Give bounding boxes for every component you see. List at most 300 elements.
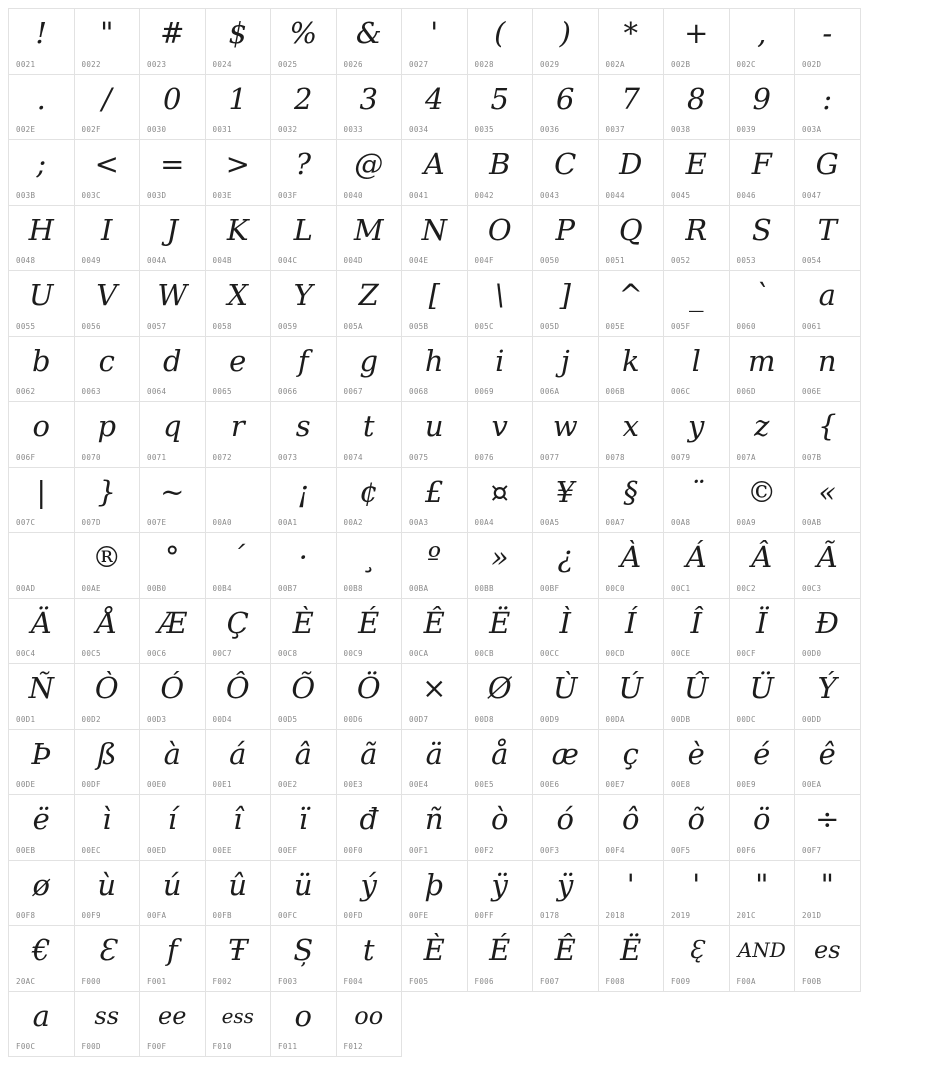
glyph-cell[interactable] [795,861,861,927]
glyph-cell[interactable] [9,468,75,534]
grid-filler [402,992,468,1058]
glyph-cell[interactable] [599,926,665,992]
glyph-cell[interactable] [206,468,272,534]
glyph-cell[interactable] [533,337,599,403]
glyph-cell[interactable] [75,664,141,730]
glyph-unicode-code: 006D [736,387,756,396]
glyph-character: ú [162,867,182,902]
glyph-cell[interactable] [730,271,796,337]
glyph-cell[interactable] [140,75,206,141]
glyph-character: ) [559,16,571,50]
glyph-cell[interactable] [140,664,206,730]
glyph-cell[interactable] [468,926,534,992]
glyph-cell[interactable] [206,75,272,141]
glyph-cell[interactable] [9,926,75,992]
glyph-cell[interactable] [468,402,534,468]
glyph-cell[interactable] [75,992,141,1058]
glyph-cell[interactable] [206,992,272,1058]
glyph-unicode-code: 005E [605,321,625,331]
glyph-cell[interactable] [402,795,468,861]
glyph-unicode-code: 0032 [278,125,298,134]
glyph-character: Ü [749,671,774,705]
glyph-cell[interactable] [795,9,861,75]
glyph-cell[interactable] [271,730,337,796]
glyph-cell[interactable] [9,271,75,337]
glyph-cell[interactable] [75,533,141,599]
glyph-character: V [96,278,118,312]
glyph-character: ¤ [490,474,509,509]
glyph-cell[interactable] [468,861,534,927]
glyph-character: § [623,474,638,509]
glyph-character: ] [559,278,571,312]
glyph-cell[interactable] [271,664,337,730]
glyph-cell[interactable] [599,402,665,468]
glyph-cell[interactable] [206,206,272,272]
glyph-cell[interactable] [271,9,337,75]
glyph-cell[interactable] [599,664,665,730]
glyph-cell[interactable] [795,468,861,534]
glyph-cell[interactable] [337,9,403,75]
glyph-cell[interactable] [337,926,403,992]
glyph-unicode-code: 00D1 [16,714,36,724]
glyph-cell[interactable] [599,206,665,272]
glyph-cell[interactable] [533,402,599,468]
glyph-cell[interactable] [795,206,861,272]
glyph-character: Z [358,278,379,312]
glyph-cell[interactable] [533,599,599,665]
glyph-cell[interactable] [9,861,75,927]
glyph-unicode-code: 004C [278,256,298,265]
glyph-cell[interactable] [664,271,730,337]
glyph-cell[interactable] [664,9,730,75]
glyph-cell[interactable] [140,730,206,796]
glyph-character: ' [692,867,701,902]
glyph-unicode-code: 00DD [802,714,822,724]
glyph-cell[interactable] [140,992,206,1058]
glyph-cell[interactable] [337,730,403,796]
glyph-unicode-code: 00BB [474,583,494,593]
glyph-cell[interactable] [140,861,206,927]
glyph-cell[interactable] [795,926,861,992]
glyph-cell[interactable] [9,75,75,141]
glyph-cell[interactable] [271,468,337,534]
glyph-cell[interactable] [730,664,796,730]
glyph-cell[interactable] [664,861,730,927]
glyph-cell[interactable] [468,730,534,796]
glyph-unicode-code: 006B [605,387,625,396]
glyph-cell[interactable] [599,75,665,141]
glyph-cell[interactable] [468,9,534,75]
glyph-cell[interactable] [206,337,272,403]
glyph-cell[interactable] [140,926,206,992]
glyph-character: T [817,212,837,247]
glyph-character: l [691,343,701,378]
glyph-cell[interactable] [75,75,141,141]
glyph-cell[interactable] [468,533,534,599]
glyph-unicode-code: 00B0 [147,583,167,593]
glyph-cell[interactable] [795,337,861,403]
glyph-character [9,535,74,579]
glyph-unicode-code: 00DE [16,780,36,789]
glyph-cell[interactable] [402,402,468,468]
glyph-unicode-code: 004B [212,256,232,265]
glyph-unicode-code: 00F9 [81,911,101,920]
glyph-unicode-code: 00D4 [212,714,232,724]
glyph-unicode-code: 0036 [540,125,560,134]
glyph-unicode-code: 20AC [16,976,36,986]
glyph-unicode-code: 00D7 [409,714,429,724]
glyph-cell[interactable] [9,9,75,75]
glyph-character: è [687,736,705,771]
glyph-cell[interactable] [664,795,730,861]
glyph-character: C [554,147,577,181]
glyph-cell[interactable] [337,75,403,141]
glyph-cell[interactable] [140,795,206,861]
glyph-cell[interactable] [337,599,403,665]
glyph-cell[interactable] [75,730,141,796]
glyph-cell[interactable] [468,795,534,861]
glyph-cell[interactable] [664,926,730,992]
glyph-cell[interactable] [75,468,141,534]
glyph-character: Q [618,212,643,247]
grid-filler [599,992,665,1058]
glyph-unicode-code: F002 [212,976,232,986]
glyph-cell[interactable] [140,206,206,272]
glyph-cell[interactable] [402,926,468,992]
glyph-cell[interactable] [402,599,468,665]
glyph-unicode-code: 0068 [409,387,429,396]
glyph-cell[interactable] [533,468,599,534]
glyph-character: ë [32,802,50,836]
glyph-unicode-code: 0040 [343,190,363,200]
glyph-cell[interactable] [664,206,730,272]
glyph-cell[interactable] [795,533,861,599]
glyph-cell[interactable] [599,730,665,796]
glyph-unicode-code: 00F6 [736,845,756,855]
glyph-cell[interactable] [795,795,861,861]
glyph-cell[interactable] [271,337,337,403]
glyph-unicode-code: F00F [147,1042,167,1051]
glyph-cell[interactable] [140,140,206,206]
glyph-cell[interactable] [664,730,730,796]
glyph-cell[interactable] [402,861,468,927]
glyph-unicode-code: 003E [212,190,232,200]
glyph-cell[interactable] [664,75,730,141]
glyph-cell[interactable] [206,271,272,337]
glyph-unicode-code: 00EE [212,845,232,855]
glyph-cell[interactable] [730,337,796,403]
glyph-unicode-code: 0022 [81,59,101,69]
glyph-cell[interactable] [468,337,534,403]
glyph-unicode-code: F000 [81,976,101,986]
glyph-cell[interactable] [533,206,599,272]
glyph-cell[interactable] [75,861,141,927]
glyph-cell[interactable] [795,664,861,730]
glyph-cell[interactable] [402,271,468,337]
glyph-cell[interactable] [337,664,403,730]
glyph-character: Ý [817,671,837,705]
glyph-cell[interactable] [206,599,272,665]
glyph-cell[interactable] [533,861,599,927]
glyph-character: a [32,998,50,1033]
glyph-cell[interactable] [599,795,665,861]
glyph-cell[interactable] [402,664,468,730]
glyph-unicode-code: 00CA [409,649,429,658]
glyph-unicode-code: 0072 [212,452,232,462]
glyph-cell[interactable] [75,795,141,861]
glyph-unicode-code: 00B7 [278,583,298,593]
glyph-cell[interactable] [664,468,730,534]
glyph-cell[interactable] [468,206,534,272]
glyph-cell[interactable] [206,795,272,861]
glyph-cell[interactable] [75,206,141,272]
glyph-cell[interactable] [140,468,206,534]
glyph-cell[interactable] [337,206,403,272]
glyph-cell[interactable] [271,75,337,141]
glyph-cell[interactable] [9,533,75,599]
glyph-cell[interactable] [795,140,861,206]
glyph-cell[interactable] [599,140,665,206]
glyph-cell[interactable] [795,599,861,665]
glyph-cell[interactable] [599,599,665,665]
glyph-cell[interactable] [533,795,599,861]
glyph-cell[interactable] [599,861,665,927]
glyph-cell[interactable] [337,468,403,534]
glyph-cell[interactable] [795,730,861,796]
glyph-unicode-code: 0039 [736,125,756,134]
glyph-cell[interactable] [730,468,796,534]
glyph-character: Ã [816,540,838,574]
glyph-character: Ù [553,671,578,705]
glyph-character: Ò [94,671,119,705]
glyph-cell[interactable] [730,206,796,272]
glyph-cell[interactable] [271,533,337,599]
glyph-cell[interactable] [533,664,599,730]
glyph-unicode-code: F011 [278,1042,298,1051]
glyph-unicode-code: F009 [671,976,691,986]
glyph-cell[interactable] [337,533,403,599]
glyph-cell[interactable] [75,599,141,665]
glyph-character: ä [425,736,443,771]
glyph-cell[interactable] [599,337,665,403]
glyph-character: r [230,409,245,443]
glyph-cell[interactable] [9,206,75,272]
glyph-unicode-code: 0069 [474,387,494,396]
glyph-cell[interactable] [795,402,861,468]
glyph-character: J [166,212,179,247]
glyph-cell[interactable] [402,337,468,403]
glyph-cell[interactable] [9,664,75,730]
glyph-unicode-code: 007B [802,452,822,462]
glyph-cell[interactable] [730,533,796,599]
glyph-cell[interactable] [337,402,403,468]
glyph-cell[interactable] [402,9,468,75]
glyph-cell[interactable] [9,402,75,468]
glyph-cell[interactable] [206,140,272,206]
glyph-unicode-code: F005 [409,976,429,986]
glyph-cell[interactable] [206,533,272,599]
glyph-character: ? [295,147,312,181]
glyph-character: y [688,409,705,443]
glyph-cell[interactable] [140,533,206,599]
glyph-cell[interactable] [337,271,403,337]
glyph-cell[interactable] [730,926,796,992]
glyph-cell[interactable] [75,337,141,403]
glyph-unicode-code: 007E [147,518,167,527]
glyph-character: Û [684,671,709,705]
glyph-cell[interactable] [9,730,75,796]
glyph-unicode-code: 005A [343,321,363,331]
glyph-cell[interactable] [599,271,665,337]
glyph-unicode-code: 00E4 [409,780,429,789]
glyph-cell[interactable] [730,599,796,665]
glyph-cell[interactable] [533,75,599,141]
glyph-cell[interactable] [795,75,861,141]
glyph-cell[interactable] [664,599,730,665]
glyph-cell[interactable] [533,533,599,599]
glyph-character: @ [354,147,384,181]
glyph-cell[interactable] [271,599,337,665]
glyph-cell[interactable] [75,926,141,992]
glyph-cell[interactable] [533,140,599,206]
glyph-cell[interactable] [271,402,337,468]
glyph-character: m [748,343,776,378]
glyph-cell[interactable] [468,664,534,730]
glyph-cell[interactable] [75,9,141,75]
glyph-cell[interactable] [140,271,206,337]
glyph-cell[interactable] [271,992,337,1058]
glyph-cell[interactable] [206,402,272,468]
glyph-cell[interactable] [468,75,534,141]
glyph-cell[interactable] [402,206,468,272]
glyph-cell[interactable] [206,730,272,796]
glyph-cell[interactable] [337,337,403,403]
glyph-unicode-code: 0066 [278,387,298,396]
glyph-character: 3 [359,81,378,116]
glyph-cell[interactable] [730,861,796,927]
glyph-cell[interactable] [795,271,861,337]
glyph-character: đ [359,802,379,836]
glyph-cell[interactable] [468,599,534,665]
grid-filler [533,992,599,1058]
glyph-cell[interactable] [533,271,599,337]
glyph-character: ° [165,540,180,574]
glyph-unicode-code: 00A1 [278,518,298,527]
glyph-cell[interactable] [271,926,337,992]
glyph-cell[interactable] [599,9,665,75]
glyph-cell[interactable] [664,533,730,599]
glyph-character: M [353,212,384,247]
glyph-cell[interactable] [402,140,468,206]
glyph-unicode-code: 00D5 [278,714,298,724]
glyph-cell[interactable] [664,140,730,206]
glyph-cell[interactable] [9,140,75,206]
glyph-cell[interactable] [9,337,75,403]
glyph-cell[interactable] [599,468,665,534]
glyph-cell[interactable] [140,9,206,75]
glyph-cell[interactable] [9,599,75,665]
glyph-character: 2 [294,81,313,116]
glyph-cell[interactable] [533,926,599,992]
glyph-character: Ŧ [228,933,248,967]
glyph-character: ee [158,1001,187,1030]
glyph-unicode-code: 0034 [409,125,429,134]
glyph-unicode-code: 0023 [147,59,167,69]
glyph-cell[interactable] [271,271,337,337]
glyph-unicode-code: 0062 [16,387,36,396]
glyph-cell[interactable] [468,468,534,534]
glyph-unicode-code: 0046 [736,190,756,200]
glyph-character: Ð [815,605,839,640]
glyph-cell[interactable] [271,861,337,927]
glyph-cell[interactable] [206,664,272,730]
glyph-unicode-code: 00E7 [605,780,625,789]
glyph-unicode-code: 0029 [540,59,560,69]
glyph-character: 4 [425,81,444,116]
glyph-cell[interactable] [533,730,599,796]
glyph-character: D [619,147,643,181]
glyph-cell[interactable] [533,9,599,75]
glyph-cell[interactable] [75,402,141,468]
glyph-character: q [162,409,182,443]
glyph-character: es [813,936,841,964]
glyph-cell[interactable] [9,992,75,1058]
glyph-cell[interactable] [664,402,730,468]
glyph-cell[interactable] [402,533,468,599]
glyph-cell[interactable] [206,9,272,75]
glyph-cell[interactable] [271,140,337,206]
glyph-cell[interactable] [402,75,468,141]
glyph-character: U [29,278,54,312]
glyph-cell[interactable] [75,271,141,337]
glyph-cell[interactable] [206,926,272,992]
glyph-cell[interactable] [664,664,730,730]
glyph-cell[interactable] [337,140,403,206]
glyph-character: Ô [225,671,250,705]
glyph-cell[interactable] [402,468,468,534]
glyph-cell[interactable] [9,795,75,861]
glyph-cell[interactable] [271,795,337,861]
glyph-cell[interactable] [730,75,796,141]
glyph-unicode-code: 00D8 [474,714,494,724]
glyph-cell[interactable] [140,402,206,468]
glyph-cell[interactable] [75,140,141,206]
glyph-cell[interactable] [468,140,534,206]
glyph-unicode-code: 0042 [474,190,494,200]
glyph-cell[interactable] [140,337,206,403]
glyph-cell[interactable] [337,795,403,861]
glyph-cell[interactable] [140,599,206,665]
glyph-character: o [32,409,50,443]
glyph-cell[interactable] [402,730,468,796]
glyph-cell[interactable] [337,992,403,1058]
glyph-cell[interactable] [730,402,796,468]
glyph-cell[interactable] [730,795,796,861]
glyph-cell[interactable] [664,337,730,403]
glyph-unicode-code: 00C0 [605,583,625,593]
glyph-cell[interactable] [206,861,272,927]
glyph-character: × [422,671,447,705]
glyph-unicode-code: 0061 [802,321,822,331]
glyph-cell[interactable] [599,533,665,599]
glyph-cell[interactable] [730,730,796,796]
glyph-cell[interactable] [730,9,796,75]
glyph-cell[interactable] [271,206,337,272]
glyph-character: W [157,278,188,312]
glyph-cell[interactable] [730,140,796,206]
glyph-cell[interactable] [337,861,403,927]
glyph-cell[interactable] [468,271,534,337]
